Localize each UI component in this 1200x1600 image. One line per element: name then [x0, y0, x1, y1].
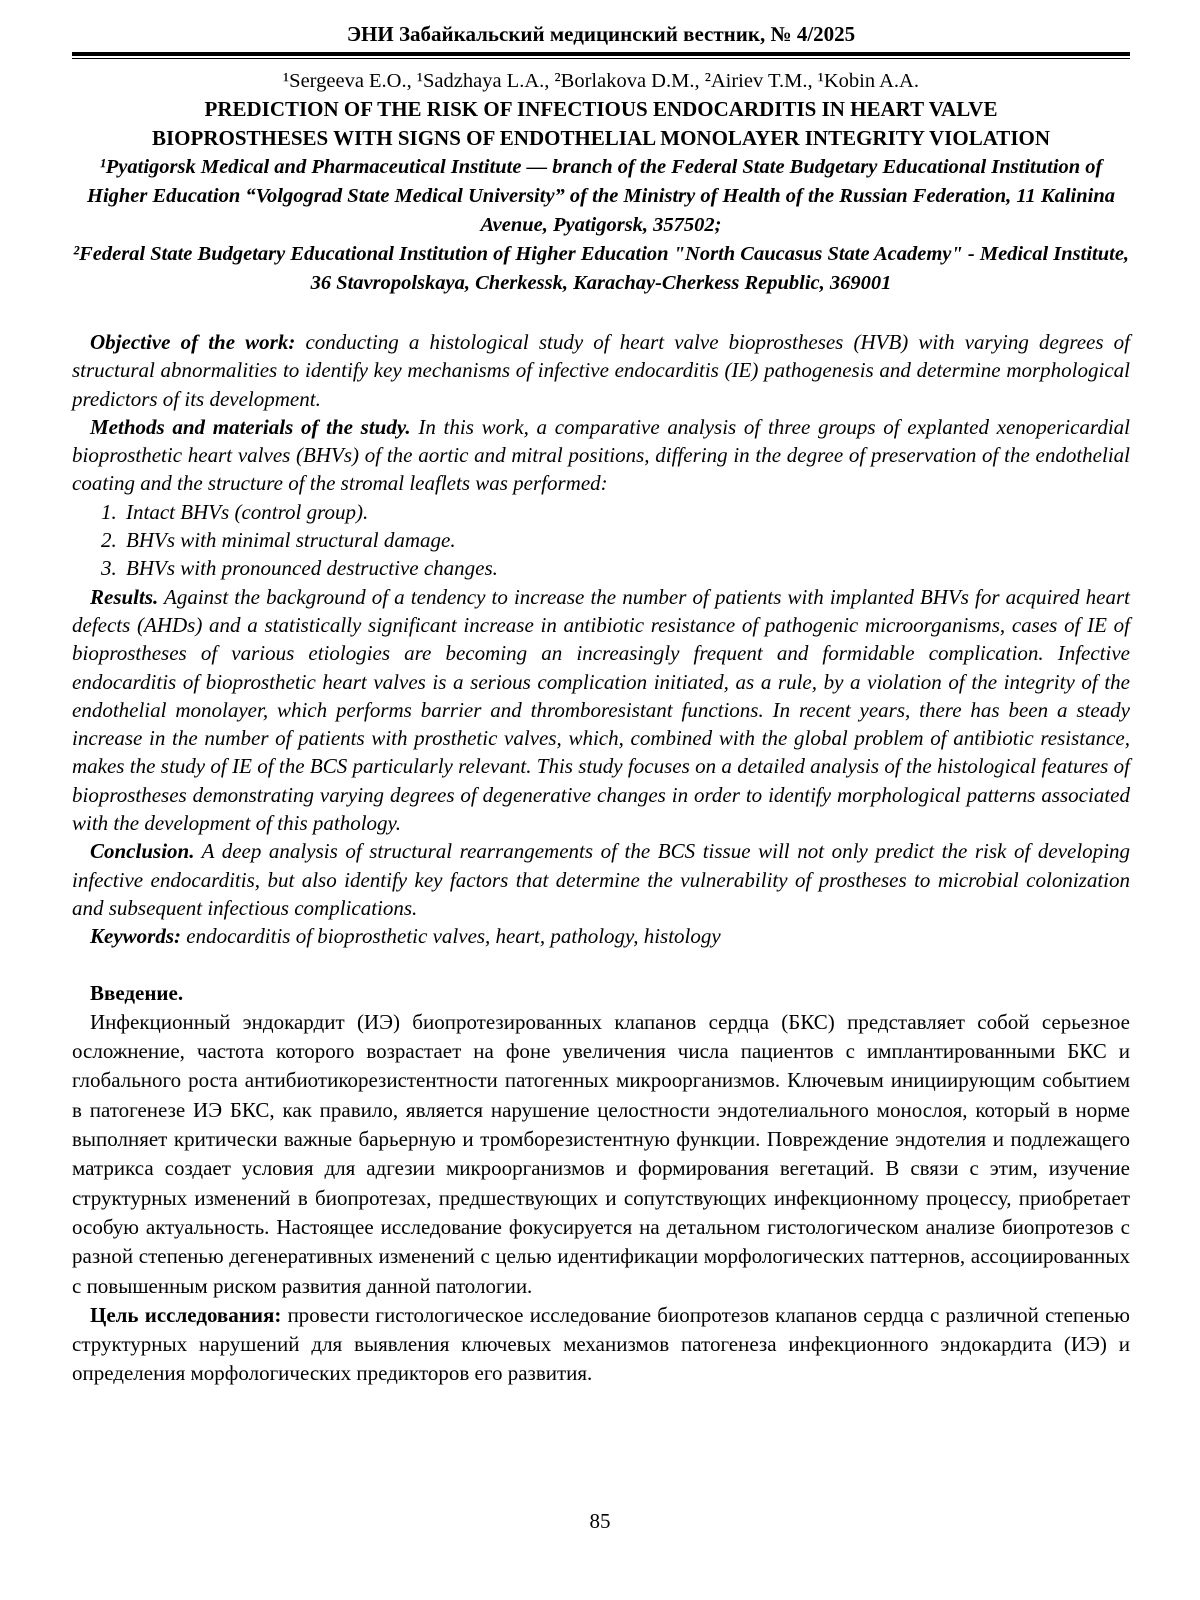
list-item: 2. BHVs with minimal structural damage. — [122, 526, 1130, 554]
conclusion-text: A deep analysis of structural rearrangements of the BCS tissue will not only predict the risk of developing infective endocarditis, but also identify key factors that determine the vulnerability of prostheses to microbial colonization and subsequent infectious complications. — [72, 839, 1130, 920]
abstract-methods — [72, 413, 1130, 498]
affiliation-2: ²Federal State Budgetary Educational Institution of Higher Education "North Caucasus State Academy" - Medical Institute, 36 Stavropolskaya, Cherkessk, Karachay-Cherkess Republic, 369001 — [72, 243, 1130, 294]
abstract — [72, 328, 1130, 951]
intro-paragraph: Инфекционный эндокардит (ИЭ) биопротезированных клапанов сердца (БКС) представляет собой серьезное осложнение, частота которого возрастает на фоне увеличения числа пациентов с имплантированными БКС и глобального роста антибиотикорезистентности патогенных микроорганизмов. Ключевым инициирующим событием в патогенезе ИЭ БКС, как правило, является нарушение целостности эндотелиального монослоя, который в норме выполняет критически важные барьерную и тромборезистентную функции. Повреждение эндотелия и подлежащего матрикса создает условия для адгезии микроорганизмов и формирования вегетаций. В связи с этим, изучение структурных изменений в биопротезах, предшествующих и сопутствующих инфекционному процессу, приобретает особую актуальность. Настоящее исследование фокусируется на детальном гистологическом анализе биопротезов с разной степенью дегенеративных изменений с целью идентификации морфологических паттернов, ассоциированных с повышенным риском развития данной патологии. — [72, 1009, 1130, 1298]
journal-header: ЭНИ Забайкальский медицинский вестник, № 4/2025 — [346, 22, 856, 46]
abstract-conclusion — [72, 837, 1130, 922]
title-line-2: BIOPROSTHESES WITH SIGNS OF ENDOTHELIAL MONOLAYER INTEGRITY VIOLATION — [152, 126, 1050, 150]
article-title — [72, 95, 1130, 153]
groups-list — [72, 498, 1130, 583]
authors: ¹Sergeeva E.O., ¹Sadzhaya L.A., ²Borlakova D.M., ²Airiev T.M., ¹Kobin A.A. — [283, 70, 919, 92]
methods-label: Methods and materials of the study. — [90, 414, 411, 439]
keywords-label: Keywords: — [90, 924, 181, 949]
objective-text: conducting a histological study of heart valve bioprostheses (HVB) with varying degrees of structural abnormalities to identify key mechanisms of infective endocarditis (IE) pathogenesis and determine morphological predictors of its development. — [72, 330, 1130, 411]
conclusion-label: Conclusion. — [90, 839, 195, 864]
methods-text: In this work, a comparative analysis of three groups of explanted xenopericardial bioprosthetic heart valves (BHVs) of the aortic and mitral positions, differing in the degree of preservation of the endothelial coating and the structure of the stromal leaflets was performed: — [72, 414, 1130, 496]
list-item: 3. BHVs with pronounced destructive changes. — [122, 554, 1130, 582]
affiliation-1: ¹Pyatigorsk Medical and Pharmaceutical Institute — branch of the Federal State Budgetary Educational Institution of Higher Education “Volgograd State Medical University” of the Ministry of Health of the Russian Federation, 11 Kalinina Avenue, Pyatigorsk, 357502; — [87, 156, 1115, 236]
page-number: 85 — [589, 1509, 611, 1533]
objective-label: Objective of the work: — [90, 330, 296, 354]
title-line-1: PREDICTION OF THE RISK OF INFECTIOUS ENDOCARDITIS IN HEART VALVE — [204, 97, 998, 121]
keywords-text: endocarditis of bioprosthetic valves, heart, pathology, histology — [181, 924, 721, 949]
abstract-results — [72, 583, 1130, 838]
aim-paragraph — [72, 1301, 1130, 1389]
results-text: Against the background of a tendency to increase the number of patients with implanted BHVs for acquired heart defects (AHDs) and a statistically significant increase in antibiotic resistance of pathogenic microorganisms, cases of IE of bioprostheses of various etiologies are becoming an increasingly frequent and formidable complication. Infective endocarditis of bioprosthetic heart valves is a serious complication initiated, as a rule, by a violation of the integrity of the endothelial monolayer, which performs barrier and thromboresistant functions. In recent years, there has been a steady increase in the number of patients with prosthetic valves, which, combined with the global problem of antibiotic resistance, makes the study of IE of the BCS particularly relevant. This study focuses on a detailed analysis of the histological features of bioprostheses demonstrating varying degrees of degenerative changes in order to identify morphological patterns associated with the development of this pathology. — [72, 584, 1130, 836]
list-item: 1. Intact BHVs (control group). — [122, 498, 1130, 526]
aim-label: Цель исследования: — [90, 1302, 282, 1327]
results-label: Results. — [90, 584, 159, 609]
introduction — [72, 979, 1130, 1389]
intro-heading: Введение. — [90, 980, 184, 1005]
abstract-keywords — [72, 922, 1130, 950]
page — [72, 20, 1130, 1389]
aim-text: провести гистологическое исследование биопротезов клапанов сердца с различной степенью структурных нарушений для выявления ключевых механизмов патогенеза инфекционного эндокардита (ИЭ) и определения морфологических предикторов его развития. — [72, 1302, 1130, 1386]
abstract-objective — [72, 328, 1130, 413]
header-rule — [72, 52, 1130, 59]
